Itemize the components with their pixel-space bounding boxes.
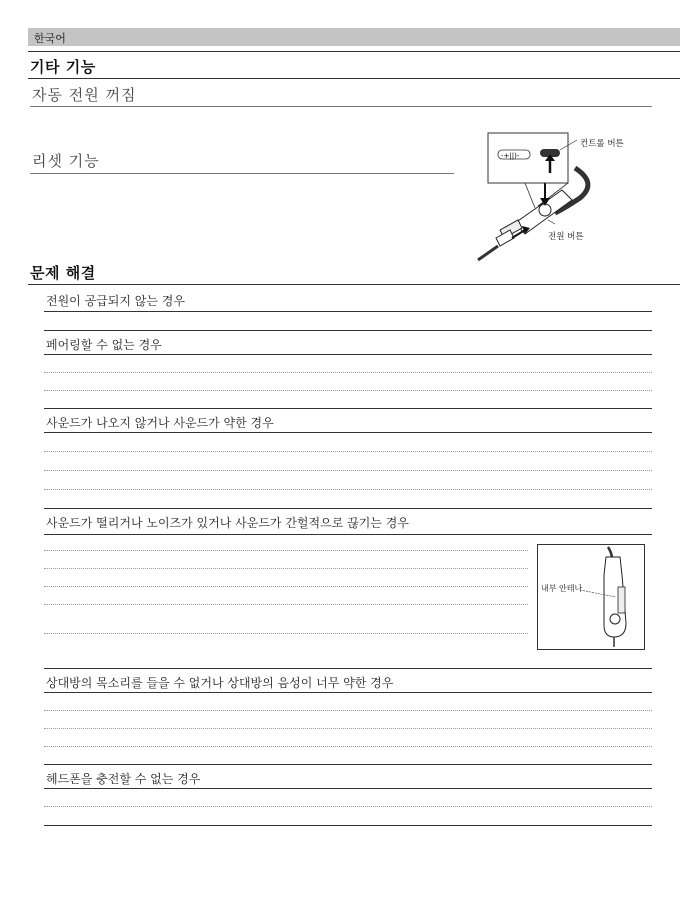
divider xyxy=(30,106,652,107)
dotted-line xyxy=(44,746,652,747)
dotted-line xyxy=(44,372,652,373)
dotted-line xyxy=(44,390,652,391)
divider xyxy=(44,432,652,433)
divider xyxy=(28,51,680,52)
reset-illustration xyxy=(470,128,670,268)
dotted-line xyxy=(44,568,528,569)
divider xyxy=(44,668,652,669)
divider xyxy=(44,825,652,826)
divider xyxy=(44,354,652,355)
internal-antenna-label: 내부 안테나 xyxy=(541,584,583,593)
antenna-device-drawing xyxy=(538,545,644,649)
divider xyxy=(44,311,652,312)
troubleshooting-heading: 전원이 공급되지 않는 경우 xyxy=(46,294,185,308)
divider xyxy=(44,788,652,789)
divider xyxy=(28,78,680,79)
divider xyxy=(44,408,652,409)
dotted-line xyxy=(44,710,652,711)
dotted-line xyxy=(44,451,652,452)
section-title-troubleshooting: 문제 해결 xyxy=(30,264,96,282)
divider xyxy=(44,508,652,509)
troubleshooting-heading: 사운드가 나오지 않거나 사운드가 약한 경우 xyxy=(46,416,274,430)
subsection-auto-power-off: 자동 전원 꺼짐 xyxy=(32,86,137,104)
dotted-line xyxy=(44,470,652,471)
troubleshooting-heading: 페어링할 수 없는 경우 xyxy=(46,338,162,352)
divider xyxy=(28,284,680,285)
dotted-line xyxy=(44,633,528,634)
control-button-label: 컨트롤 버튼 xyxy=(580,139,624,149)
troubleshooting-heading: 상대방의 목소리를 들을 수 없거나 상대방의 음성이 너무 약한 경우 xyxy=(46,676,394,690)
power-button-label: 전원 버튼 xyxy=(548,232,584,242)
divider xyxy=(44,764,652,765)
dotted-line xyxy=(44,806,652,807)
troubleshooting-heading: 사운드가 떨리거나 노이즈가 있거나 사운드가 간헐적으로 끊기는 경우 xyxy=(46,516,409,530)
svg-text:-+||)-: -+||)- xyxy=(501,152,520,160)
antenna-illustration xyxy=(537,544,645,650)
divider xyxy=(44,330,652,331)
troubleshooting-heading: 헤드폰을 충전할 수 없는 경우 xyxy=(46,772,201,786)
language-bar xyxy=(28,28,680,46)
dotted-line xyxy=(44,728,652,729)
divider xyxy=(44,692,652,693)
divider xyxy=(44,534,652,535)
section-title-other-functions: 기타 기능 xyxy=(30,58,96,76)
language-label: 한국어 xyxy=(34,32,66,45)
dotted-line xyxy=(44,489,652,490)
dotted-line xyxy=(44,604,528,605)
dotted-line xyxy=(44,586,528,587)
divider xyxy=(30,173,454,174)
dotted-line xyxy=(44,550,528,551)
subsection-reset-function: 리셋 기능 xyxy=(32,152,100,170)
